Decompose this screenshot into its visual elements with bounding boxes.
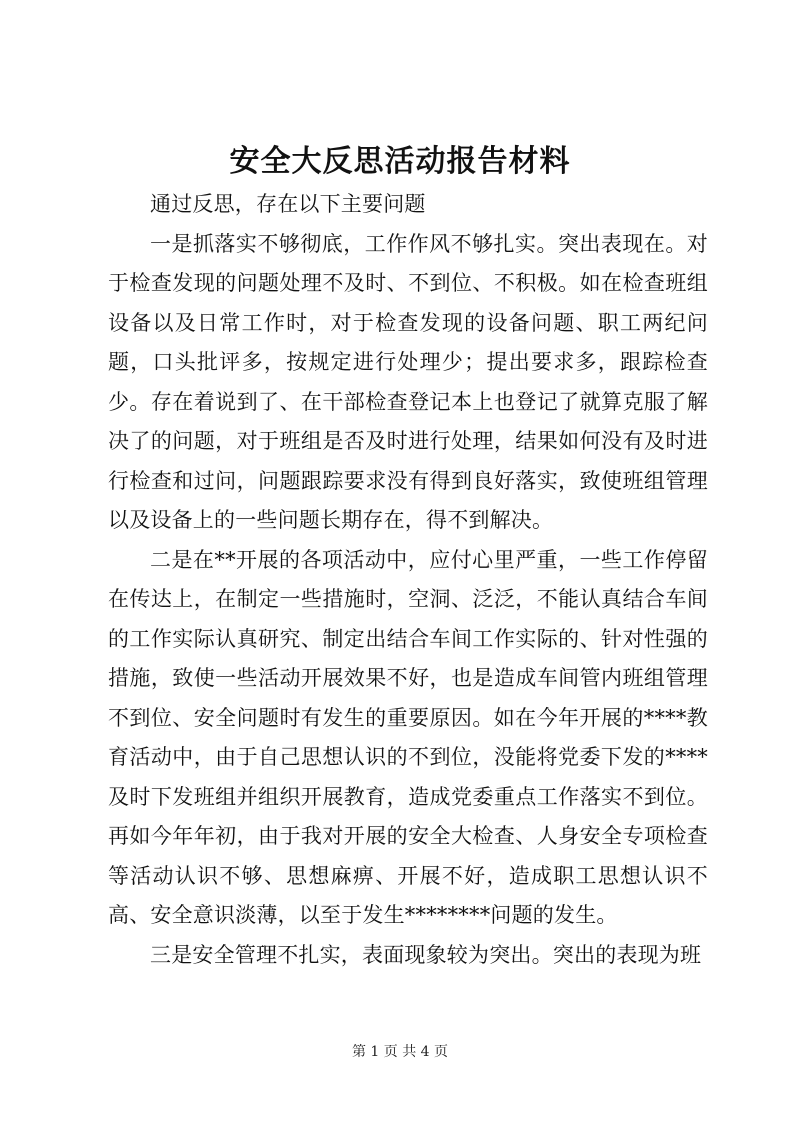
paragraph-issue-two: 二是在**开展的各项活动中，应付心里严重，一些工作停留在传达上，在制定一些措施时，空洞、泛泛，不能认真结合车间的工作实际认真研究、制定出结合车间工作实际的、针对性强的措施，致使一些活动开展效果不好，也是造成车间管内班组管理不到位、安全问题时有发生的重要原因。如在今年开展的****教育活动中，由于自己思想认识的不到位，没能将党委下发的****及时下发班组并组织开展教育，造成党委重点工作落实不到位。再如今年年初，由于我对开展的安全大检查、人身安全专项检查等活动认识不够、思想麻痹、开展不好，造成职工思想认识不高、安全意识淡薄，以至于发生********问题的发生。 — [108, 547, 708, 927]
paragraph-issue-three: 三是安全管理不扎实，表面现象较为突出。突出的表现为班 — [150, 942, 702, 967]
paragraph-issue-one: 一是抓落实不够彻底，工作作风不够扎实。突出表现在。对于检查发现的问题处理不及时、不到位、不积极。如在检查班组设备以及日常工作时，对于检查发现的设备问题、职工两纪问题，口头批评多，按规定进行处理少；提出要求多，跟踪检查少。存在着说到了、在干部检查登记本上也登记了就算克服了解决了的问题，对于班组是否及时进行处理，结果如何没有及时进行检查和过问，问题跟踪要求没有得到良好落实，致使班组管理以及设备上的一些问题长期存在，得不到解决。 — [108, 231, 708, 532]
document-body — [108, 185, 708, 975]
page-number-footer: 第 1 页 共 4 页 — [351, 1044, 449, 1060]
document-title: 安全大反思活动报告材料 — [229, 144, 571, 179]
paragraph-intro: 通过反思，存在以下主要问题 — [150, 192, 426, 216]
